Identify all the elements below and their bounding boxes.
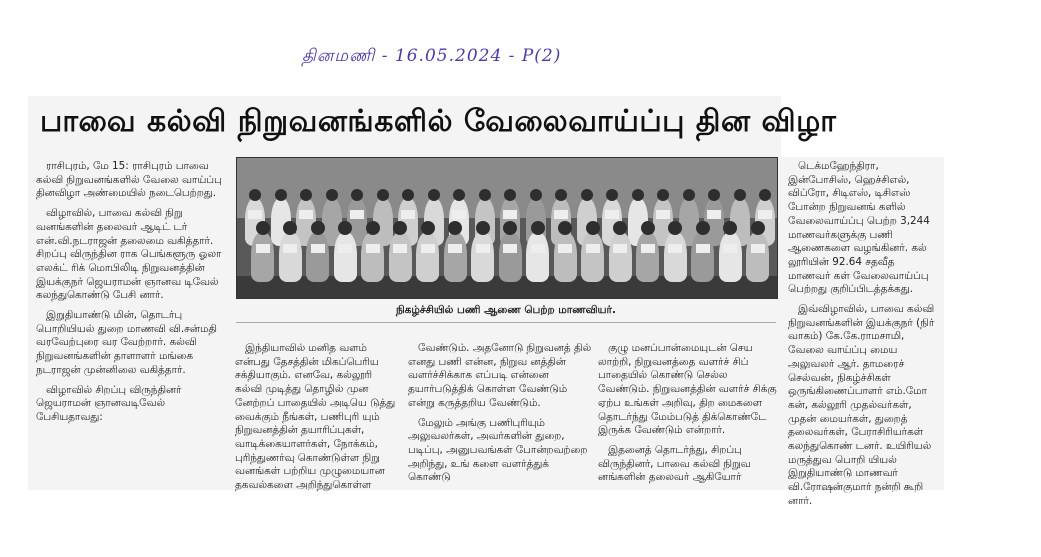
certificate — [476, 244, 490, 253]
photo-person — [306, 232, 329, 282]
photo-person-head — [586, 221, 600, 235]
photo-person-head — [657, 189, 669, 201]
photo-person-head — [613, 221, 627, 235]
photo-person-head — [504, 189, 516, 201]
photo-person-head — [558, 221, 572, 235]
photo-person-head — [448, 221, 462, 235]
certificate — [350, 210, 364, 219]
photo-person-head — [479, 189, 491, 201]
photo-person — [471, 232, 494, 282]
photo-person-head — [632, 189, 644, 201]
photo-person-head — [326, 189, 338, 201]
paragraph: இந்தியாவில் மனித வளம் என்பது தேசத்தின் மிகப்பெரிய சக்தியாகும். எனவே, கல்லூரி கல்வி முடித்து தொழில் முன னேற்றப் பாதையில் அடியெ டுத்து வைக்கும் நீங்கள், பணிபுரி யும் நிறுவனத்தின் தயாரிப்புகள், வாடிக்கையாளர்கள், நோக்கம், புரிந்துணர்வு கொண்டுள்ள நிறு வனங்கள் பற்றிய முழுமையான தகவல்களை அறிந்துகொள்ள — [235, 342, 396, 492]
certificate — [531, 244, 545, 253]
certificate — [393, 244, 407, 253]
paragraph: இறுதியாண்டு மின், தொடர்பு பொறியியல் துறை மாணவி வி.சன்மதி வரவேற்புரை வர வேற்றார். கல்வி நிறுவனங்களின் தாளாளர் மங்கை நடராஜன் முன்னிலை வகித்தார். — [36, 309, 217, 376]
certificate — [283, 244, 297, 253]
photo-person — [664, 232, 687, 282]
certificate — [338, 244, 352, 253]
paragraph: வேண்டும். அதனோடு நிறுவனத் தில் எனது பணி என்ன, நிறுவ னத்தின் வளர்ச்சிக்காக எப்படி என்னை தயார்படுத்திக் கொள்ள வேண்டும் என்று கருத்தறிய வேண்டும். — [408, 342, 592, 409]
photo-person-head — [555, 189, 567, 201]
certificate — [452, 210, 466, 219]
certificate — [503, 210, 517, 219]
certificate — [558, 244, 572, 253]
paragraph: ராசிபுரம், மே 15: ராசிபுரம் பாவை கல்வி நிறுவனங்களில் வேலை வாய்ப்பு தினவிழா அண்மையில் நடைபெற்றது. — [36, 160, 222, 200]
photo-person-head — [393, 221, 407, 235]
photo-person-head — [641, 221, 655, 235]
paragraph: மேலும் அங்கு பணிபுரியும் அலுவலர்கள், அவர்களின் துறை, படிப்பு, அனுபவங்கள் போன்றவற்றை அறிந்து, உங் களை வளர்த்துக் கொண்டு — [408, 416, 588, 484]
photo-person — [526, 232, 549, 282]
photo-person-head — [683, 189, 695, 201]
certificate — [656, 210, 670, 219]
certificate — [503, 244, 517, 253]
group-photo — [236, 157, 778, 299]
photo-person-head — [696, 221, 710, 235]
certificate — [401, 210, 415, 219]
photo-person-head — [377, 189, 389, 201]
paragraph: குழு மனப்பான்மையுடன் செய லாற்றி, நிறுவனத்தை வளர்ச் சிப் பாதையில் கொண்டு செல்ல வேண்டும். நிறுவனத்தின் வளர்ச் சிக்கு ஏற்ப உங்கள் அறிவு, திற மைகளை தொடர்ந்து மேம்படுத் திக்கொண்டே இருக்க வேண்டும் என்றார். — [598, 342, 777, 437]
photo-person-head — [283, 221, 297, 235]
paragraph: டெக்மஹேந்திரா, இன்போசிஸ், ஹெச்சிஎல், விப்ரோ, சிடிஎஸ், டிசிஎஸ் போன்ற நிறுவனங் களில் வேலைவாய்ப்பு பெற்ற 3,244 மாணவர்களுக்கு பணி ஆணைகளை வழங்கினர். கல் லூரியின் 92.64 சதவீத மாணவர் கள் வேலைவாய்ப்பு பெற்றது குறிப்பிடத்தக்கது. — [788, 160, 930, 296]
certificate — [758, 210, 772, 219]
photo-person — [361, 232, 384, 282]
photo-person — [581, 232, 604, 282]
photo-person-head — [530, 189, 542, 201]
certificate — [751, 244, 765, 253]
photo-person — [691, 232, 714, 282]
photo-person — [444, 232, 467, 282]
photo-person-head — [338, 221, 352, 235]
divider — [236, 322, 776, 323]
photo-caption: நிகழ்ச்சியில் பணி ஆணை பெற்ற மாணவியர். — [395, 304, 617, 316]
paragraph: இதனைத் தொடர்ந்து, சிறப்பு விருந்தினர், பாவை கல்வி நிறுவ னங்களின் தலைவர் ஆகியோர் — [598, 443, 751, 484]
certificate — [299, 210, 313, 219]
certificate — [311, 244, 325, 253]
photo-person-head — [503, 221, 517, 235]
photo-person-head — [476, 221, 490, 235]
photo-person-head — [249, 189, 261, 201]
photo-person — [251, 232, 274, 282]
photo-person-head — [300, 189, 312, 201]
certificate — [256, 244, 270, 253]
photo-person-head — [366, 221, 380, 235]
photo-person-head — [421, 221, 435, 235]
article-column-1 — [36, 160, 226, 490]
certificate — [613, 244, 627, 253]
photo-person-head — [311, 221, 325, 235]
photo-person-head — [581, 189, 593, 201]
article-column-5 — [788, 160, 940, 507]
article-column-3 — [408, 342, 592, 492]
photo-person-head — [668, 221, 682, 235]
paragraph: விழாவில் சிறப்பு விருந்தினர் ஜெயராமன் ஞானவடிவேல் பேசியதாவது: — [36, 383, 182, 423]
photo-person — [389, 232, 412, 282]
photo-person-head — [734, 189, 746, 201]
photo-person-head — [723, 221, 737, 235]
photo-person-head — [759, 189, 771, 201]
article-headline: பாவை கல்வி நிறுவனங்களில் வேலைவாய்ப்பு தின விழா — [40, 104, 837, 139]
handwritten-date-note: தினமணி - 16.05.2024 - P(2) — [302, 46, 562, 66]
article-column-2 — [235, 342, 402, 492]
certificate — [421, 244, 435, 253]
certificate — [707, 210, 721, 219]
photo-person-head — [428, 189, 440, 201]
article-column-4 — [598, 342, 778, 492]
certificate — [668, 244, 682, 253]
paragraph: விழாவில், பாவை கல்வி நிறு வனங்களின் தலைவர் ஆடிட் டர் என்.வி.நடராஜன் தலைமை வகித்தார். சிறப்பு விருந்தின ராக பெங்களூரு ஓலா எலக்ட் ரிக் மொபிலிடி நிறுவனத்தின் இயக்குநர் ஜெயராமன் ஞானவ டிவேல் கலந்துகொண்டு பேசி னார். — [36, 207, 222, 302]
photo-person-head — [751, 221, 765, 235]
photo-person-head — [351, 189, 363, 201]
certificate — [586, 244, 600, 253]
photo-person-head — [275, 189, 287, 201]
photo-person — [499, 232, 522, 282]
certificate — [641, 244, 655, 253]
photo-person — [334, 232, 357, 282]
certificate — [554, 210, 568, 219]
paragraph: இவ்விழாவில், பாவை கல்வி நிறுவனங்களின் இயக்குநர் (நிர் வாகம்) கே.கே.ராமசாமி, வேலை வாய்ப்பு மைய அலுவலர் ஆர். தாமரைச் செல்வன், நிகழ்ச்சிகள் ஒருங்கிணைப்பாளர் எம்.மோ கன், கல்லூரி முதல்வர்கள், முதன் மையர்கள், துறைத் தலைவர்கள், பேராசிரியர்கள் கலந்துகொண் டனர். உயிரியல் மருத்துவ பொறி யியல் இறுதியாண்டு மாணவர் வி.ரோஷன்குமார் நன்றி கூறி னார். — [788, 303, 935, 507]
certificate — [248, 210, 262, 219]
certificate — [366, 244, 380, 253]
photo-person-head — [708, 189, 720, 201]
certificate — [696, 244, 710, 253]
photo-person — [609, 232, 632, 282]
certificate — [605, 210, 619, 219]
photo-person-head — [531, 221, 545, 235]
photo-person — [746, 232, 769, 282]
photo-person-head — [606, 189, 618, 201]
photo-person — [719, 232, 742, 282]
photo-person-head — [453, 189, 465, 201]
photo-person — [636, 232, 659, 282]
photo-person — [279, 232, 302, 282]
photo-person — [554, 232, 577, 282]
photo-person — [416, 232, 439, 282]
certificate — [448, 244, 462, 253]
photo-person-head — [256, 221, 270, 235]
photo-person-head — [402, 189, 414, 201]
certificate — [723, 244, 737, 253]
